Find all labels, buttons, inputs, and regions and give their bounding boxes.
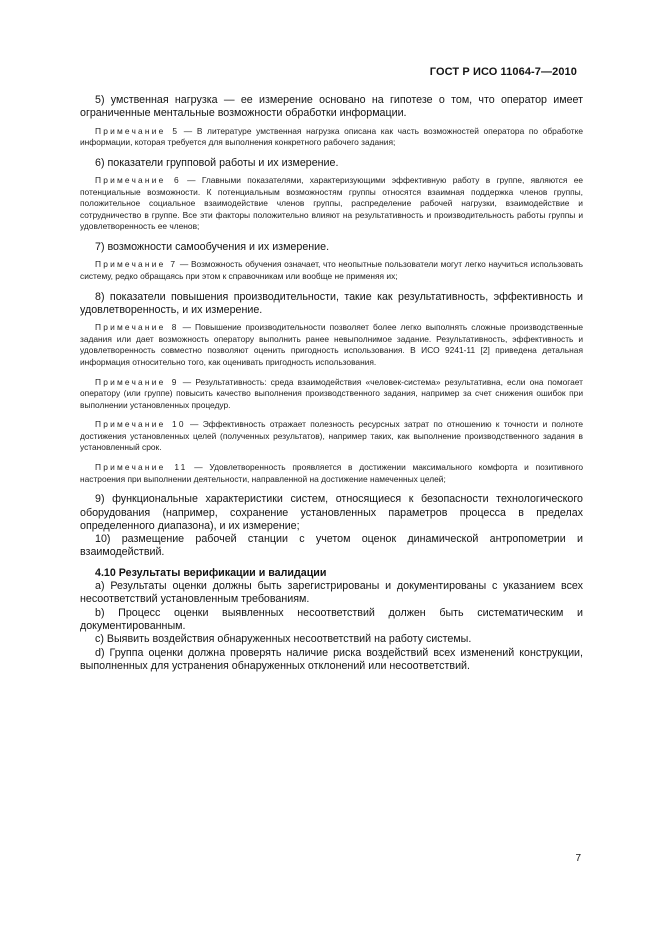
note-text: — Главными показателями, характеризующими эффективную работу в группе, являются ее потенциальные возможности. К потенциальным возможностям группы относятся взаимная поддержка членов группы, положительное социальное взаимодействие членов группы, распределение рабочей нагрузки, взаимодействие и сотрудничество в группе. Все эти факторы положительно влияют на результативность и производительность работы группы и удовлетворенность ее членов;	[80, 175, 584, 232]
page-body	[80, 94, 583, 673]
note-label: Примечание 7	[95, 259, 178, 270]
note-text: — В литературе умственная нагрузка описана как часть возможностей оператора по обработке информации, которая требуется для выполнения конкретного рабочего задания;	[80, 125, 583, 148]
section-paragraph-c: c) Выявить воздействия обнаруженных несоответствий на работу системы.	[95, 633, 472, 646]
list-item-8: 8) показатели повышения производительности, такие как результативность, эффективность и удовлетворенность, и их измерение.	[80, 290, 583, 316]
list-item-10: 10) размещение рабочей станции с учетом оценок динамической антропометрии и взаимодействий.	[80, 533, 583, 559]
note-5	[80, 126, 583, 149]
note-text: — Возможность обучения означает, что неопытные пользователи могут легко научиться использовать систему, редко обращаясь при этом к справочникам или вообще не применяя их;	[80, 259, 584, 281]
note-6	[80, 175, 583, 233]
note-label: Примечание 10	[95, 419, 186, 430]
list-item-9: 9) функциональные характеристики систем, относящиеся к безопасности технологического оборудования (например, сохранение установленных параметров процесса в пределах определенного диапазона), и их измерение;	[80, 493, 583, 532]
section-paragraph-d: d) Группа оценки должна проверять наличие риска воздействий всех изменений конструкции, выполненных для устранения обнаруженных отклонений или несоответствий.	[80, 646, 583, 672]
note-text: — Повышение производительности позволяет более легко выполнять сложные производственные задания или дает возможность оператору выполнить ранее невыполнимое задание. Результативность, эффективность и удовлетворенность совместно позволяют оценить пригодность использования. В ИСО 9241-11 [2] приведена детальная информация относительно того, как оценивать пригодность использования.	[80, 322, 584, 367]
list-item-6: 6) показатели групповой работы и их измерение.	[95, 156, 339, 169]
page-number: 7	[575, 853, 581, 864]
note-text: — Удовлетворенность проявляется в достижении максимального комфорта и позитивного настроения при выполнении деятельности, направленной на достижение намеченных целей;	[80, 462, 583, 484]
section-title: 4.10 Результаты верификации и валидации	[95, 566, 327, 579]
note-8	[80, 322, 583, 368]
section-paragraph-b: b) Процесс оценки выявленных несоответствий должен быть систематическим и документированным.	[80, 606, 583, 632]
note-text: — Эффективность отражает полезность ресурсных затрат по отношению к точности и полноте достижения установленных целей (полученных результатов), например таких, как выполнение производственного задания в установленный срок.	[80, 419, 584, 453]
note-10	[80, 419, 583, 454]
note-text: — Результативность: среда взаимодействия «человек-система» результативна, если она помогает оператору (или группе) повысить качество выполнения производственного задания, например за счет снижения ошибок при выполнении установленных процедур.	[80, 376, 583, 410]
note-label: Примечание 9	[95, 376, 179, 387]
note-7	[80, 259, 583, 282]
note-9	[80, 377, 583, 412]
note-label: Примечание 8	[95, 322, 179, 333]
note-label: Примечание 11	[95, 462, 188, 473]
note-label: Примечание 6	[95, 175, 181, 186]
document-code-header: ГОСТ Р ИСО 11064-7—2010	[429, 66, 577, 78]
note-11	[80, 462, 583, 485]
list-item-5: 5) умственная нагрузка — ее измерение основано на гипотезе о том, что оператор имеет ограниченные ментальные возможности обработки информации.	[80, 94, 583, 120]
section-paragraph-a: a) Результаты оценки должны быть зарегистрированы и документированы с указанием всех несоответствий установленным требованиям.	[80, 580, 583, 606]
note-label: Примечание 5	[95, 125, 180, 136]
list-item-7: 7) возможности самообучения и их измерение.	[95, 241, 330, 254]
